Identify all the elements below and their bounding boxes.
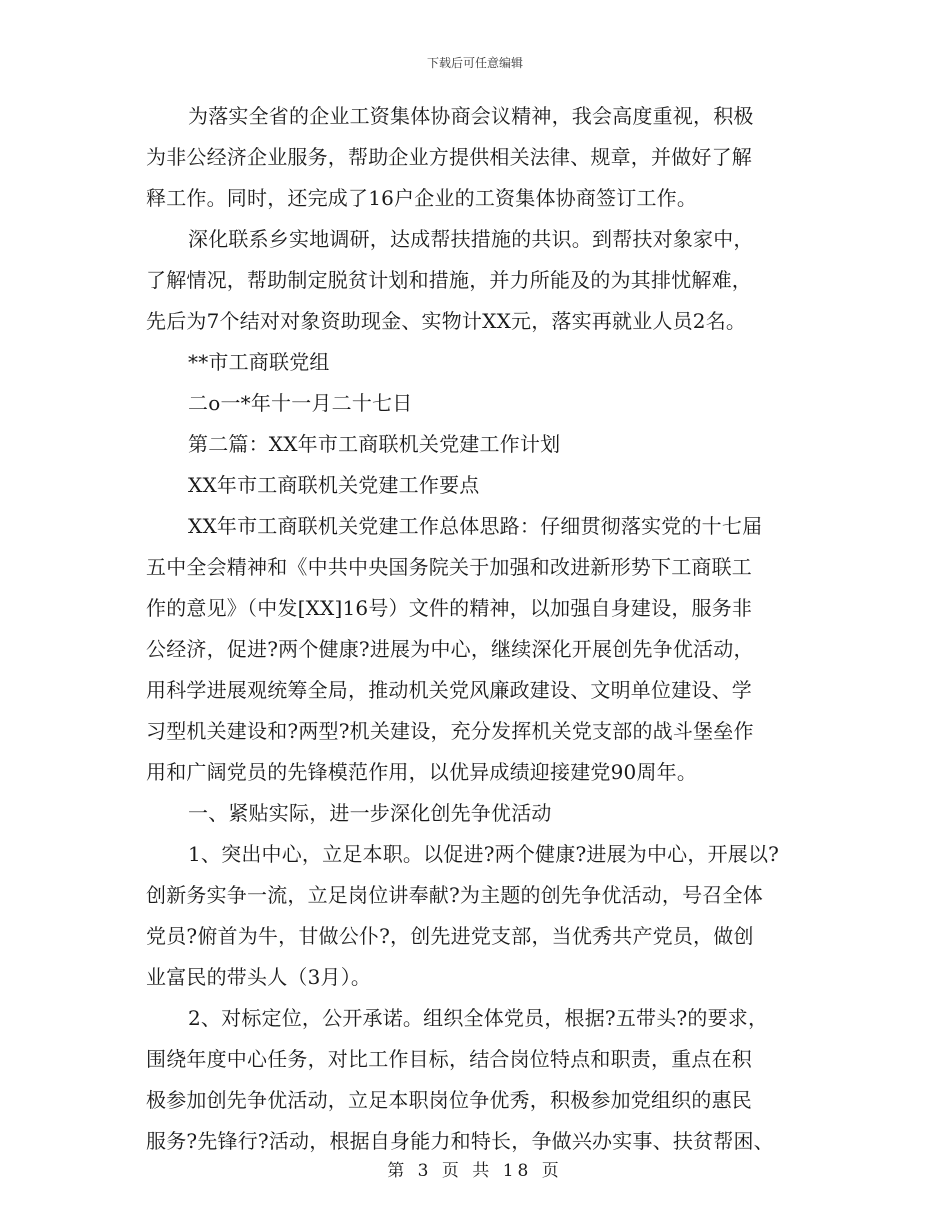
- page-header: 下载后可任意编辑: [426, 56, 523, 70]
- page-number: 第 3 页 共 18 页: [387, 1161, 563, 1181]
- signature-date: 二o一*年十一月二十七日: [188, 391, 413, 415]
- paragraph-line: 创新务实争一流，立足岗位讲奉献?为主题的创先争优活动，号召全体: [146, 883, 763, 907]
- paragraph-line: 公经济，促进?两个健康?进展为中心，继续深化开展创先争优活动，: [146, 637, 754, 661]
- paragraph-line: 深化联系乡实地调研，达成帮扶措施的共识。到帮扶对象家中，: [188, 227, 754, 251]
- paragraph-line: 党员?俯首为牛，甘做公仆?，创先进党支部，当优秀共产党员，做创: [146, 924, 754, 948]
- paragraph-line: 习型机关建设和?两型?机关建设，充分发挥机关党支部的战斗堡垒作: [146, 719, 754, 743]
- section-title: 第二篇：XX年市工商联机关党建工作计划: [188, 432, 561, 456]
- paragraph-line: 为非公经济企业服务，帮助企业方提供相关法律、规章，并做好了解: [146, 145, 752, 169]
- paragraph-line: 先后为7个结对对象资助现金、实物计XX元，落实再就业人员2名。: [146, 309, 747, 333]
- paragraph-line: 极参加创先争优活动，立足本职岗位争优秀，积极参加党组织的惠民: [146, 1088, 752, 1112]
- document-body: [146, 106, 806, 1172]
- paragraph-line: 作的意见》（中发[XX]16号）文件的精神，以加强自身建设，服务非: [146, 596, 753, 620]
- paragraph-line: 服务?先锋行?活动，根据自身能力和特长，争做兴办实事、扶贫帮困、: [146, 1129, 774, 1153]
- paragraph-line: 2、对标定位，公开承诺。组织全体党员，根据?五带头?的要求，: [188, 1006, 769, 1030]
- paragraph-line: 业富民的带头人（3月）。: [146, 965, 372, 989]
- paragraph-line: 用和广阔党员的先锋模范作用，以优异成绩迎接建党90周年。: [146, 760, 698, 784]
- paragraph-line: XX年市工商联机关党建工作总体思路：仔细贯彻落实党的十七届: [188, 514, 763, 538]
- paragraph-line: 为落实全省的企业工资集体协商会议精神，我会高度重视，积极: [188, 104, 754, 128]
- paragraph-line: 用科学进展观统筹全局，推动机关党风廉政建设、文明单位建设、学: [146, 678, 752, 702]
- paragraph-line: 1、突出中心，立足本职。以促进?两个健康?进展为中心，开展以?: [188, 842, 780, 866]
- section-heading: 一、紧贴实际，进一步深化创先争优活动: [188, 801, 552, 825]
- signature-organization: **市工商联党组: [188, 350, 330, 374]
- paragraph-line: 五中全会精神和《中共中央国务院关于加强和改进新形势下工商联工: [146, 555, 752, 579]
- paragraph-line: 释工作。同时，还完成了16户企业的工资集体协商签订工作。: [146, 186, 698, 210]
- paragraph-line: 围绕年度中心任务，对比工作目标，结合岗位特点和职责，重点在积: [146, 1047, 752, 1071]
- paragraph-line: 了解情况，帮助制定脱贫计划和措施，并力所能及的为其排忧解难，: [146, 268, 752, 292]
- document-title: XX年市工商联机关党建工作要点: [188, 473, 480, 497]
